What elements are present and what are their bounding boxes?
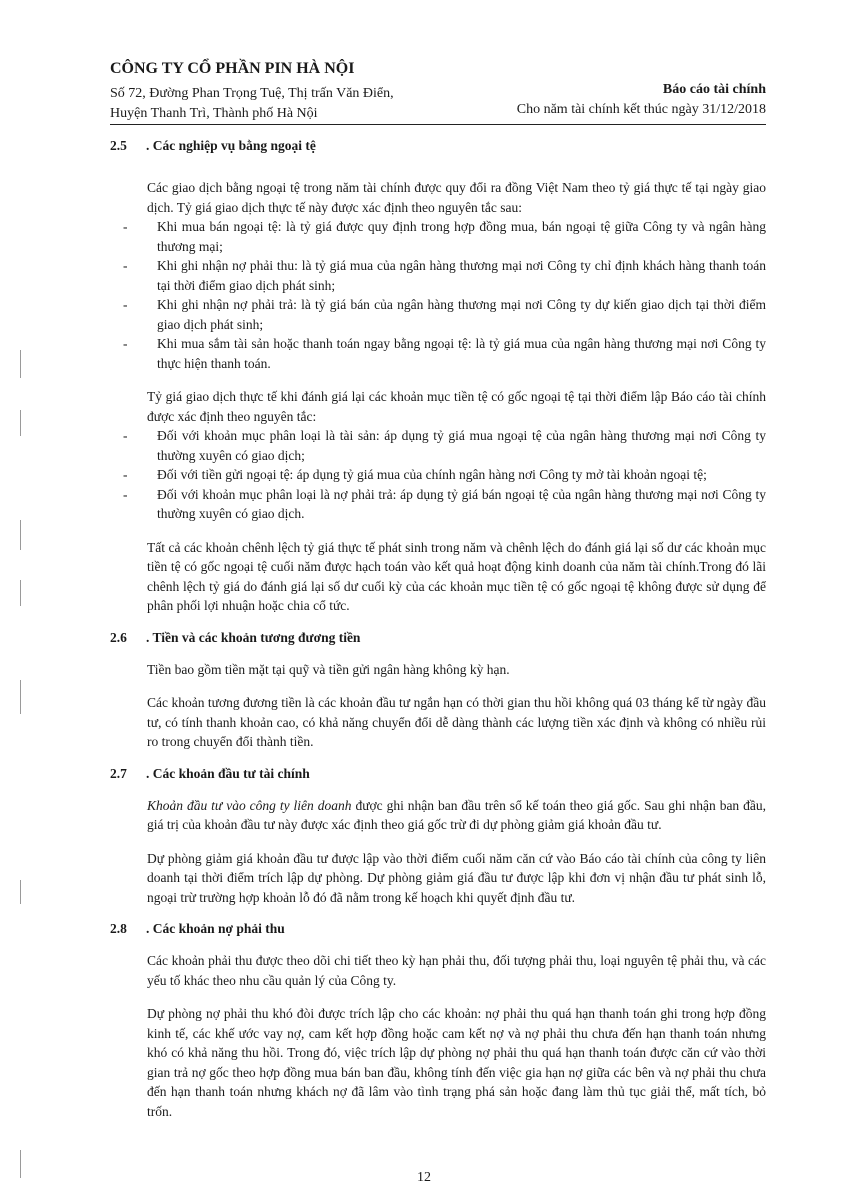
scan-mark — [20, 580, 21, 606]
document-body — [110, 128, 766, 1135]
section-body — [147, 660, 766, 752]
paragraph — [147, 796, 766, 835]
section-number: 2.7 — [110, 765, 127, 781]
section-body — [147, 796, 766, 908]
section-title: . Các khoản nợ phải thu — [146, 921, 285, 936]
scan-mark — [20, 350, 21, 378]
list-item: - Đối với khoản mục phân loại là tài sản: áp dụng tỷ giá mua ngoại tệ của ngân hàng thương mại nơi Công ty thường xuyên có giao dịch; — [123, 428, 766, 463]
paragraph: Các khoản phải thu được theo dõi chi tiết theo kỳ hạn phải thu, đối tượng phải thu, loại nguyên tệ phải thu, và các yếu tố khác theo nhu cầu quản lý của Công ty. — [147, 953, 766, 988]
scan-mark — [20, 520, 21, 550]
scan-mark — [20, 880, 21, 904]
list-item: - Khi mua bán ngoại tệ: là tỷ giá được quy định trong hợp đồng mua, bán ngoại tệ giữa Công ty và ngân hàng thương mại; — [123, 219, 766, 254]
section-2-7 — [110, 766, 766, 908]
page-number: 12 — [417, 1170, 431, 1185]
section-title: . Các nghiệp vụ bằng ngoại tệ — [146, 138, 316, 153]
section-2-6 — [110, 630, 766, 752]
section-number: 2.6 — [110, 629, 127, 645]
report-info — [517, 80, 766, 120]
paragraph: Tiền bao gồm tiền mặt tại quỹ và tiền gửi ngân hàng không kỳ hạn. — [147, 661, 510, 677]
report-period: Cho năm tài chính kết thúc ngày 31/12/2018 — [516, 102, 766, 117]
section-heading — [110, 921, 766, 937]
list-item: - Khi ghi nhận nợ phải trả: là tỷ giá bán của ngân hàng thương mại nơi Công ty dự kiến giao dịch tại thời điểm giao dịch phát sinh; — [123, 297, 766, 332]
section-heading — [110, 630, 766, 646]
company-address — [110, 84, 394, 124]
report-title: Báo cáo tài chính — [662, 82, 766, 97]
address-line-1: Số 72, Đường Phan Trọng Tuệ, Thị trấn Văn Điển, — [110, 86, 394, 101]
list-item: - Đối với tiền gửi ngoại tệ: áp dụng tỷ giá mua của chính ngân hàng nơi Công ty mở tài khoản ngoại tệ; — [123, 467, 707, 482]
section-number: 2.5 — [110, 138, 127, 153]
section-title: . Các khoản đầu tư tài chính — [146, 765, 310, 781]
paragraph: Tỷ giá giao dịch thực tế khi đánh giá lại các khoản mục tiền tệ có gốc ngoại tệ tại thời điểm lập Báo cáo tài chính được xác định theo nguyên tắc: — [147, 389, 766, 424]
section-heading — [110, 766, 766, 782]
header-divider — [110, 124, 766, 125]
paragraph: Các giao dịch bằng ngoại tệ trong năm tài chính được quy đổi ra đồng Việt Nam theo tỷ giá thực tế tại ngày giao dịch. Tỷ giá giao dịch thực tế này được xác định theo nguyên tắc sau: — [147, 180, 766, 215]
list-item: - Khi ghi nhận nợ phải thu: là tỷ giá mua của ngân hàng thương mại nơi Công ty chỉ định khách hàng thanh toán tại thời điểm giao dịch phát sinh; — [123, 258, 766, 293]
section-2-8 — [110, 921, 766, 1121]
paragraph: Dự phòng giảm giá khoản đầu tư được lập vào thời điểm cuối năm căn cứ vào Báo cáo tài chính của công ty liên doanh tại thời điểm trích lập dự phòng. Dự phòng giảm giá đầu tư được lập khi đơn vị nhận đầu tư phát sinh lỗ, ngoại trừ trường hợp khoản lỗ đó đã nằm trong kế hoạch khi quyết định đầu tư. — [147, 850, 766, 905]
section-title: . Tiền và các khoản tương đương tiền — [146, 629, 361, 645]
section-number: 2.8 — [110, 921, 127, 936]
company-name: CÔNG TY CỔ PHẦN PIN HÀ NỘI — [110, 60, 355, 77]
section-2-5 — [110, 138, 766, 616]
italic-term: Khoản đầu tư vào công ty liên doanh — [147, 797, 352, 813]
scan-mark — [20, 410, 21, 436]
section-body — [123, 178, 766, 616]
bullet-list — [123, 426, 766, 524]
paragraph-text: được ghi nhận ban đầu trên sổ kế toán theo giá gốc. Sau ghi nhận ban đầu, giá trị của khoản đầu tư này được xác định theo giá gốc trừ đi dự phòng giảm giá khoản đầu tư. — [147, 797, 767, 832]
bullet-list — [123, 217, 766, 373]
list-item: - Đối với khoản mục phân loại là nợ phải trả: áp dụng tỷ giá bán ngoại tệ của ngân hàng thương mại nơi Công ty thường xuyên có giao dịch. — [123, 486, 766, 521]
paragraph: Dự phòng nợ phải thu khó đòi được trích lập cho các khoản: nợ phải thu quá hạn thanh toán ghi trong hợp đồng kinh tế, các khế ước vay nợ, cam kết hợp đồng hoặc cam kết nợ và nợ phải thu chưa đến hạn thanh toán nhưng khó có khả năng thu hồi. Trong đó, việc trích lập dự phòng nợ phải thu quá hạn thanh toán được căn cứ vào thời gian trả nợ gốc theo hợp đồng mua bán ban đầu, không tính đến việc gia hạn nợ giữa các bên và nợ phải thu chưa đến hạn thanh toán nhưng khách nợ đã lâm vào tình trạng phá sản hoặc đang làm thủ tục giải thể, mất tích, bỏ trốn. — [147, 1006, 766, 1119]
address-line-2: Huyện Thanh Trì, Thành phố Hà Nội — [110, 106, 318, 121]
section-heading — [110, 138, 766, 154]
section-body — [147, 951, 766, 1121]
paragraph: Tất cả các khoản chênh lệch tỷ giá thực tế phát sinh trong năm và chênh lệch do đánh giá lại số dư các khoản mục tiền tệ có gốc ngoại tệ cuối năm được hạch toán vào kết quả hoạt động kinh doanh của năm tài chính.Trong đó lãi chênh lệch tỷ giá do đánh giá lại số dư cuối kỳ của các khoản mục tiền tệ có gốc ngoại tệ không được sử dụng để phân phối lợi nhuận hoặc chia cổ tức. — [147, 539, 766, 613]
list-item: - Khi mua sắm tài sản hoặc thanh toán ngay bằng ngoại tệ: là tỷ giá mua của ngân hàng thương mại nơi Công ty thực hiện thanh toán. — [123, 336, 766, 371]
scan-mark — [20, 680, 21, 714]
paragraph: Các khoản tương đương tiền là các khoản đầu tư ngắn hạn có thời gian thu hồi không quá 03 tháng kể từ ngày đầu tư, có tính thanh khoản cao, có khả năng chuyển đổi dễ dàng thành các lượng tiền xác định và không có nhiều rủi ro trong chuyển đổi thành tiền. — [147, 695, 766, 749]
